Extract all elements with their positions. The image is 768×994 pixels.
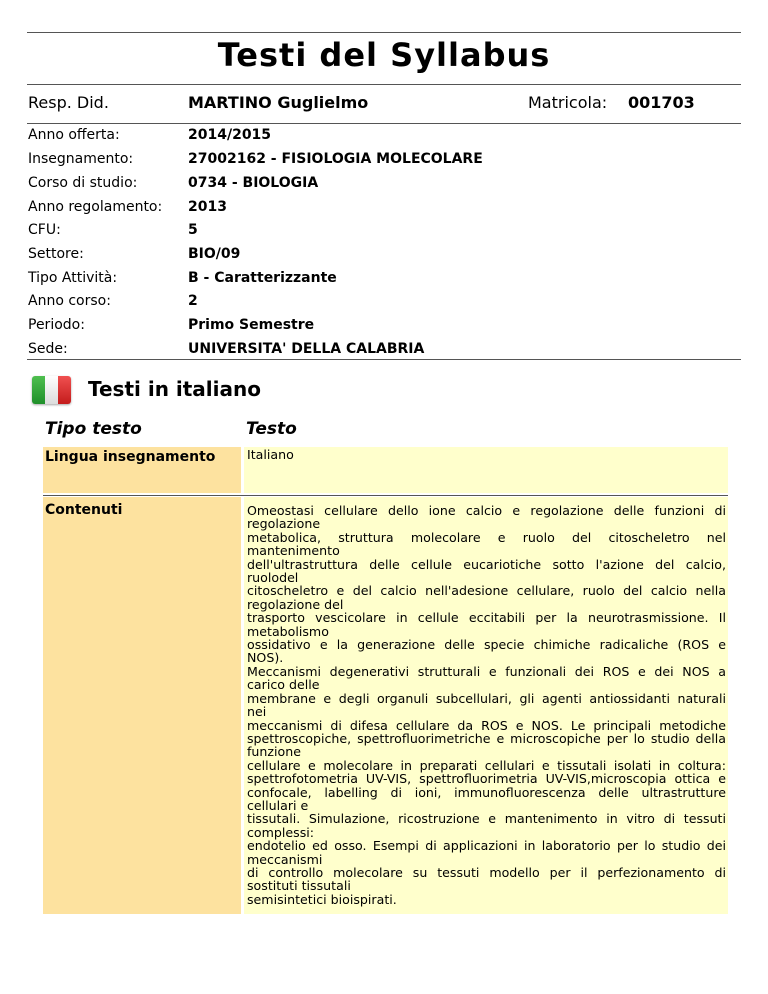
info-value: B - Caratterizzante: [188, 270, 337, 286]
row-separator: [43, 495, 728, 496]
text-line: cellulari e: [247, 797, 309, 813]
info-label: CFU:: [28, 222, 61, 238]
resp-did-label: Resp. Did.: [28, 93, 109, 112]
text-line: endotelio ed osso. Esempi di applicazioni in laboratorio per lo studio dei: [247, 838, 726, 854]
info-row-cfu: [28, 219, 740, 242]
info-value: BIO/09: [188, 246, 241, 262]
info-label: Tipo Attività:: [28, 270, 118, 286]
section-title: Testi in italiano: [88, 377, 261, 401]
text-line: nei: [247, 704, 267, 720]
text-line: spettrofotometria UV-VIS, spettrofluorimetria UV-VIS,microscopia ottica e: [247, 771, 726, 787]
text-line: mantenimento: [247, 543, 340, 559]
text-line: spettroscopiche, spettrofluorimetriche e microscopiche per lo studio della: [247, 730, 726, 746]
info-row-anno-corso: [28, 290, 740, 313]
text-line: NOS).: [247, 650, 284, 666]
text-line: Omeostasi cellulare dello ione calcio e regolazione delle funzioni di: [247, 503, 726, 518]
info-value: UNIVERSITA' DELLA CALABRIA: [188, 341, 425, 357]
text-line: regolazione: [247, 516, 321, 532]
info-value: 5: [188, 222, 198, 238]
info-value: 2: [188, 293, 198, 309]
italian-flag-icon: [32, 376, 71, 404]
info-row-anno-regolamento: [28, 196, 740, 219]
info-label: Anno corso:: [28, 293, 111, 309]
info-value: 2014/2015: [188, 127, 272, 143]
text-line: semisintetici bioispirati.: [247, 891, 397, 907]
info-label: Anno regolamento:: [28, 199, 163, 215]
text-line: citoscheletro e del calcio nell'adesione cellulare, ruolo del calcio nella: [247, 583, 726, 599]
row-type-label: Lingua insegnamento: [45, 449, 216, 465]
text-line: dell'ultrastruttura delle cellule eucariotiche sotto l'azione del calcio,: [247, 556, 726, 572]
info-row-tipo-attivita: [28, 267, 740, 290]
info-row-periodo: [28, 314, 740, 337]
info-value: 2013: [188, 199, 227, 215]
top-rule: [27, 32, 741, 33]
text-line: membrane e degli organuli subcellulari, gli agenti antiossidanti naturali: [247, 690, 726, 706]
info-label: Periodo:: [28, 317, 85, 333]
row-type-label: Contenuti: [45, 502, 123, 518]
text-line: ruolodel: [247, 570, 299, 586]
info-rule: [27, 359, 741, 360]
matricola-value: 001703: [628, 93, 695, 112]
info-label: Insegnamento:: [28, 151, 134, 167]
text-line: metabolica, struttura molecolare e ruolo del citoscheletro nel: [247, 529, 726, 545]
info-row-sede: [28, 338, 740, 361]
text-line: funzione: [247, 744, 301, 760]
info-row-anno-offerta: [28, 124, 740, 147]
title-rule: [27, 84, 741, 85]
text-line: meccanismi di difesa cellulare da ROS e NOS. Le principali metodiche: [247, 717, 726, 733]
info-label: Settore:: [28, 246, 84, 262]
row-type-contenuti: [43, 497, 241, 914]
text-line: meccanismi: [247, 851, 323, 867]
text-line: Italiano: [247, 447, 294, 462]
text-line: trasporto vescicolare in cellule eccitabili per la neurotrasmissione. Il: [247, 610, 726, 626]
text-line: cellulare e molecolare in preparati cellulari e tissutali isolati in coltura:: [247, 757, 726, 773]
text-line: confocale, labelling di ioni, immunofluorescenza delle ultrastrutture: [247, 784, 726, 800]
text-line: complessi:: [247, 824, 315, 840]
text-line: regolazione del: [247, 596, 344, 612]
info-value: 0734 - BIOLOGIA: [188, 175, 319, 191]
row-text-contenuti: [244, 497, 728, 914]
info-row-corso-di-studio: [28, 172, 740, 195]
info-value: Primo Semestre: [188, 317, 315, 333]
matricola-label: Matricola:: [528, 93, 608, 112]
column-header-tipo-testo: Tipo testo: [45, 419, 142, 439]
info-label: Sede:: [28, 341, 68, 357]
row-text-lingua: [244, 447, 728, 493]
text-line: carico delle: [247, 677, 320, 693]
text-line: ossidativo e la generazione delle specie chimiche radicaliche (ROS e: [247, 637, 726, 653]
info-row-settore: [28, 243, 740, 266]
info-row-insegnamento: [28, 148, 740, 171]
info-value: 27002162 - FISIOLOGIA MOLECOLARE: [188, 151, 483, 167]
text-line: metabolismo: [247, 623, 329, 639]
info-label: Corso di studio:: [28, 175, 138, 191]
text-content: [244, 497, 728, 906]
row-type-lingua: [43, 447, 241, 493]
column-header-testo: Testo: [246, 419, 297, 439]
text-line: Meccanismi degenerativi strutturali e funzionali dei ROS e dei NOS a: [247, 663, 726, 679]
text-content: [244, 447, 728, 461]
text-line: di controllo molecolare su tessuti modello per il perfezionamento di: [247, 864, 726, 880]
text-line: tissutali. Simulazione, ricostruzione e mantenimento in vitro di tessuti: [247, 811, 726, 827]
info-label: Anno offerta:: [28, 127, 120, 143]
resp-did-name: MARTINO Guglielmo: [188, 93, 369, 112]
page-title: Testi del Syllabus: [217, 36, 551, 74]
text-line: sostituti tissutali: [247, 878, 351, 894]
